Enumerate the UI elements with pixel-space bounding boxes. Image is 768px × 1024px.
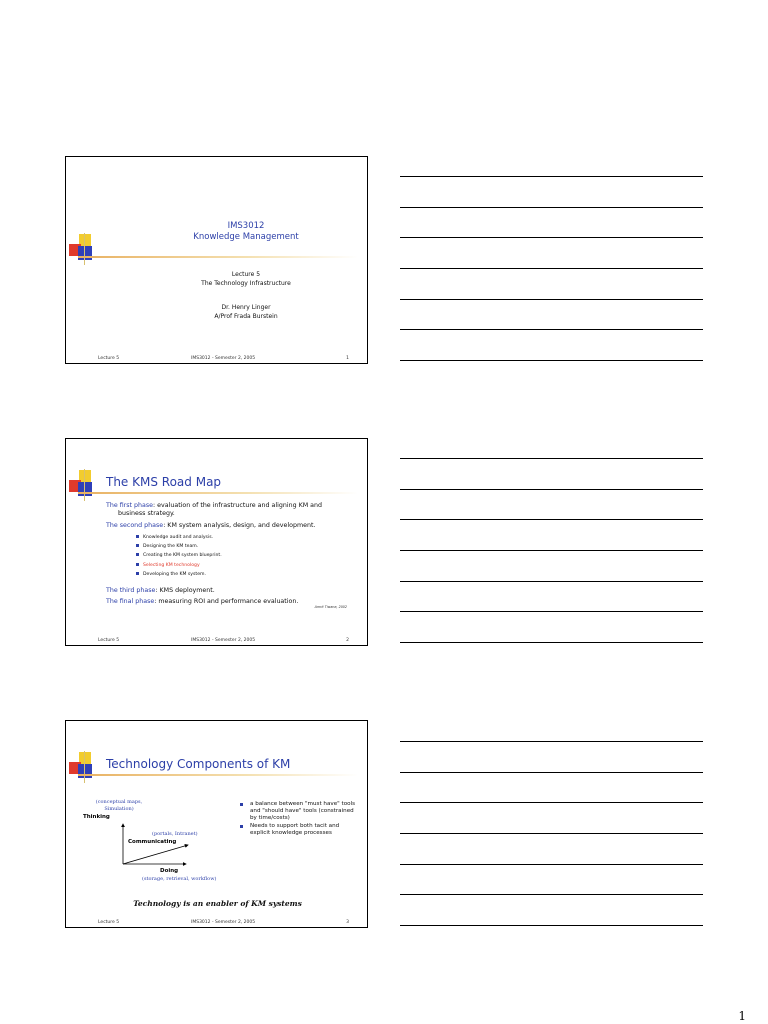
list-item: Designing the KM team. [136,542,222,551]
footer-center: IMS3012 - Semester 2, 2005 [191,638,256,643]
note-line [400,176,703,177]
communicating-axis [123,845,188,864]
note-line [400,519,703,520]
author-1: Dr. Henry Linger [221,304,271,311]
page-number: 1 [738,1009,746,1023]
phase-3 [106,587,215,595]
note-line [400,299,703,300]
list-item: a balance between "must have" tools and "should have" tools (constrained by time/costs) [236,801,361,822]
note-line [400,772,703,773]
tagline: Technology is an enabler of KM systems [133,899,302,908]
doing-label: Doing [160,868,179,874]
note-line [400,550,703,551]
phase-3-text: : KMS deployment. [155,587,215,594]
note-line [400,268,703,269]
slide-2 [65,438,368,646]
source-credit: Amrit Tiwana, 2002 [314,605,347,609]
phase-4-label: The final phase [106,598,155,605]
note-line [400,360,703,361]
footer-left: Lecture 5 [98,920,120,925]
footer-slide-number: 3 [346,920,349,925]
key-points [236,801,361,838]
slide-title [126,221,366,243]
note-line [400,207,703,208]
list-item: Developing the KM system. [136,570,222,579]
footer-left: Lecture 5 [98,638,120,643]
phase-1-label: The first phase [106,502,154,509]
slide-1 [65,156,368,364]
phase-4-text: : measuring ROI and performance evaluation. [154,598,299,605]
thinking-note-2: Simulation) [104,806,134,812]
slide-title: Technology Components of KM [106,757,291,771]
thinking-label: Thinking [83,814,110,820]
list-item: Needs to support both tacit and explicit knowledge processes [236,823,361,837]
list-item-highlighted: Selecting KM technology [136,561,222,570]
note-line [400,833,703,834]
note-line [400,642,703,643]
footer-slide-number: 2 [346,638,349,643]
communicating-note: (portals, Intranet) [152,831,198,837]
note-line [400,925,703,926]
note-line [400,611,703,612]
footer-left: Lecture 5 [98,356,120,361]
logo-squares-icon [66,469,106,501]
course-code: IMS3012 [227,221,265,231]
footer-center: IMS3012 - Semester 2, 2005 [191,920,256,925]
footer-slide-number: 1 [346,356,349,361]
lecture-number: Lecture 5 [231,271,261,278]
author-2: A/Prof Frada Burstein [214,313,278,320]
note-line [400,581,703,582]
phase-1-text-cont: business strategy. [118,510,175,517]
phase-1 [106,502,322,518]
footer-center: IMS3012 - Semester 2, 2005 [191,356,256,361]
phase-2 [106,522,315,530]
note-line [400,329,703,330]
note-line [400,458,703,459]
thinking-note-1: (conceptual maps, [95,799,143,805]
phase-1-text: : evaluation of the infrastructure and aligning KM and [153,502,323,509]
phase-3-label: The third phase [106,587,156,594]
lecture-topic: The Technology Infrastructure [201,280,291,287]
phase-2-bullets [136,533,222,579]
note-line [400,864,703,865]
list-item: Creating the KM system blueprint. [136,551,222,560]
slide-title: The KMS Road Map [106,475,222,489]
note-line [400,489,703,490]
course-name: Knowledge Management [193,232,299,242]
phase-4 [106,598,298,606]
title-rule [78,492,358,494]
title-rule [78,256,358,258]
phase-2-label: The second phase [106,522,164,529]
logo-squares-icon [66,233,106,265]
note-line [400,237,703,238]
slide-3 [65,720,368,928]
list-item: Knowledge audit and analysis. [136,533,222,542]
phase-2-text: : KM system analysis, design, and development. [163,522,316,529]
communicating-label: Communicating [128,839,177,845]
note-line [400,802,703,803]
note-line [400,741,703,742]
doing-note: (storage, retrieval, workflow) [142,876,217,882]
note-line [400,894,703,895]
